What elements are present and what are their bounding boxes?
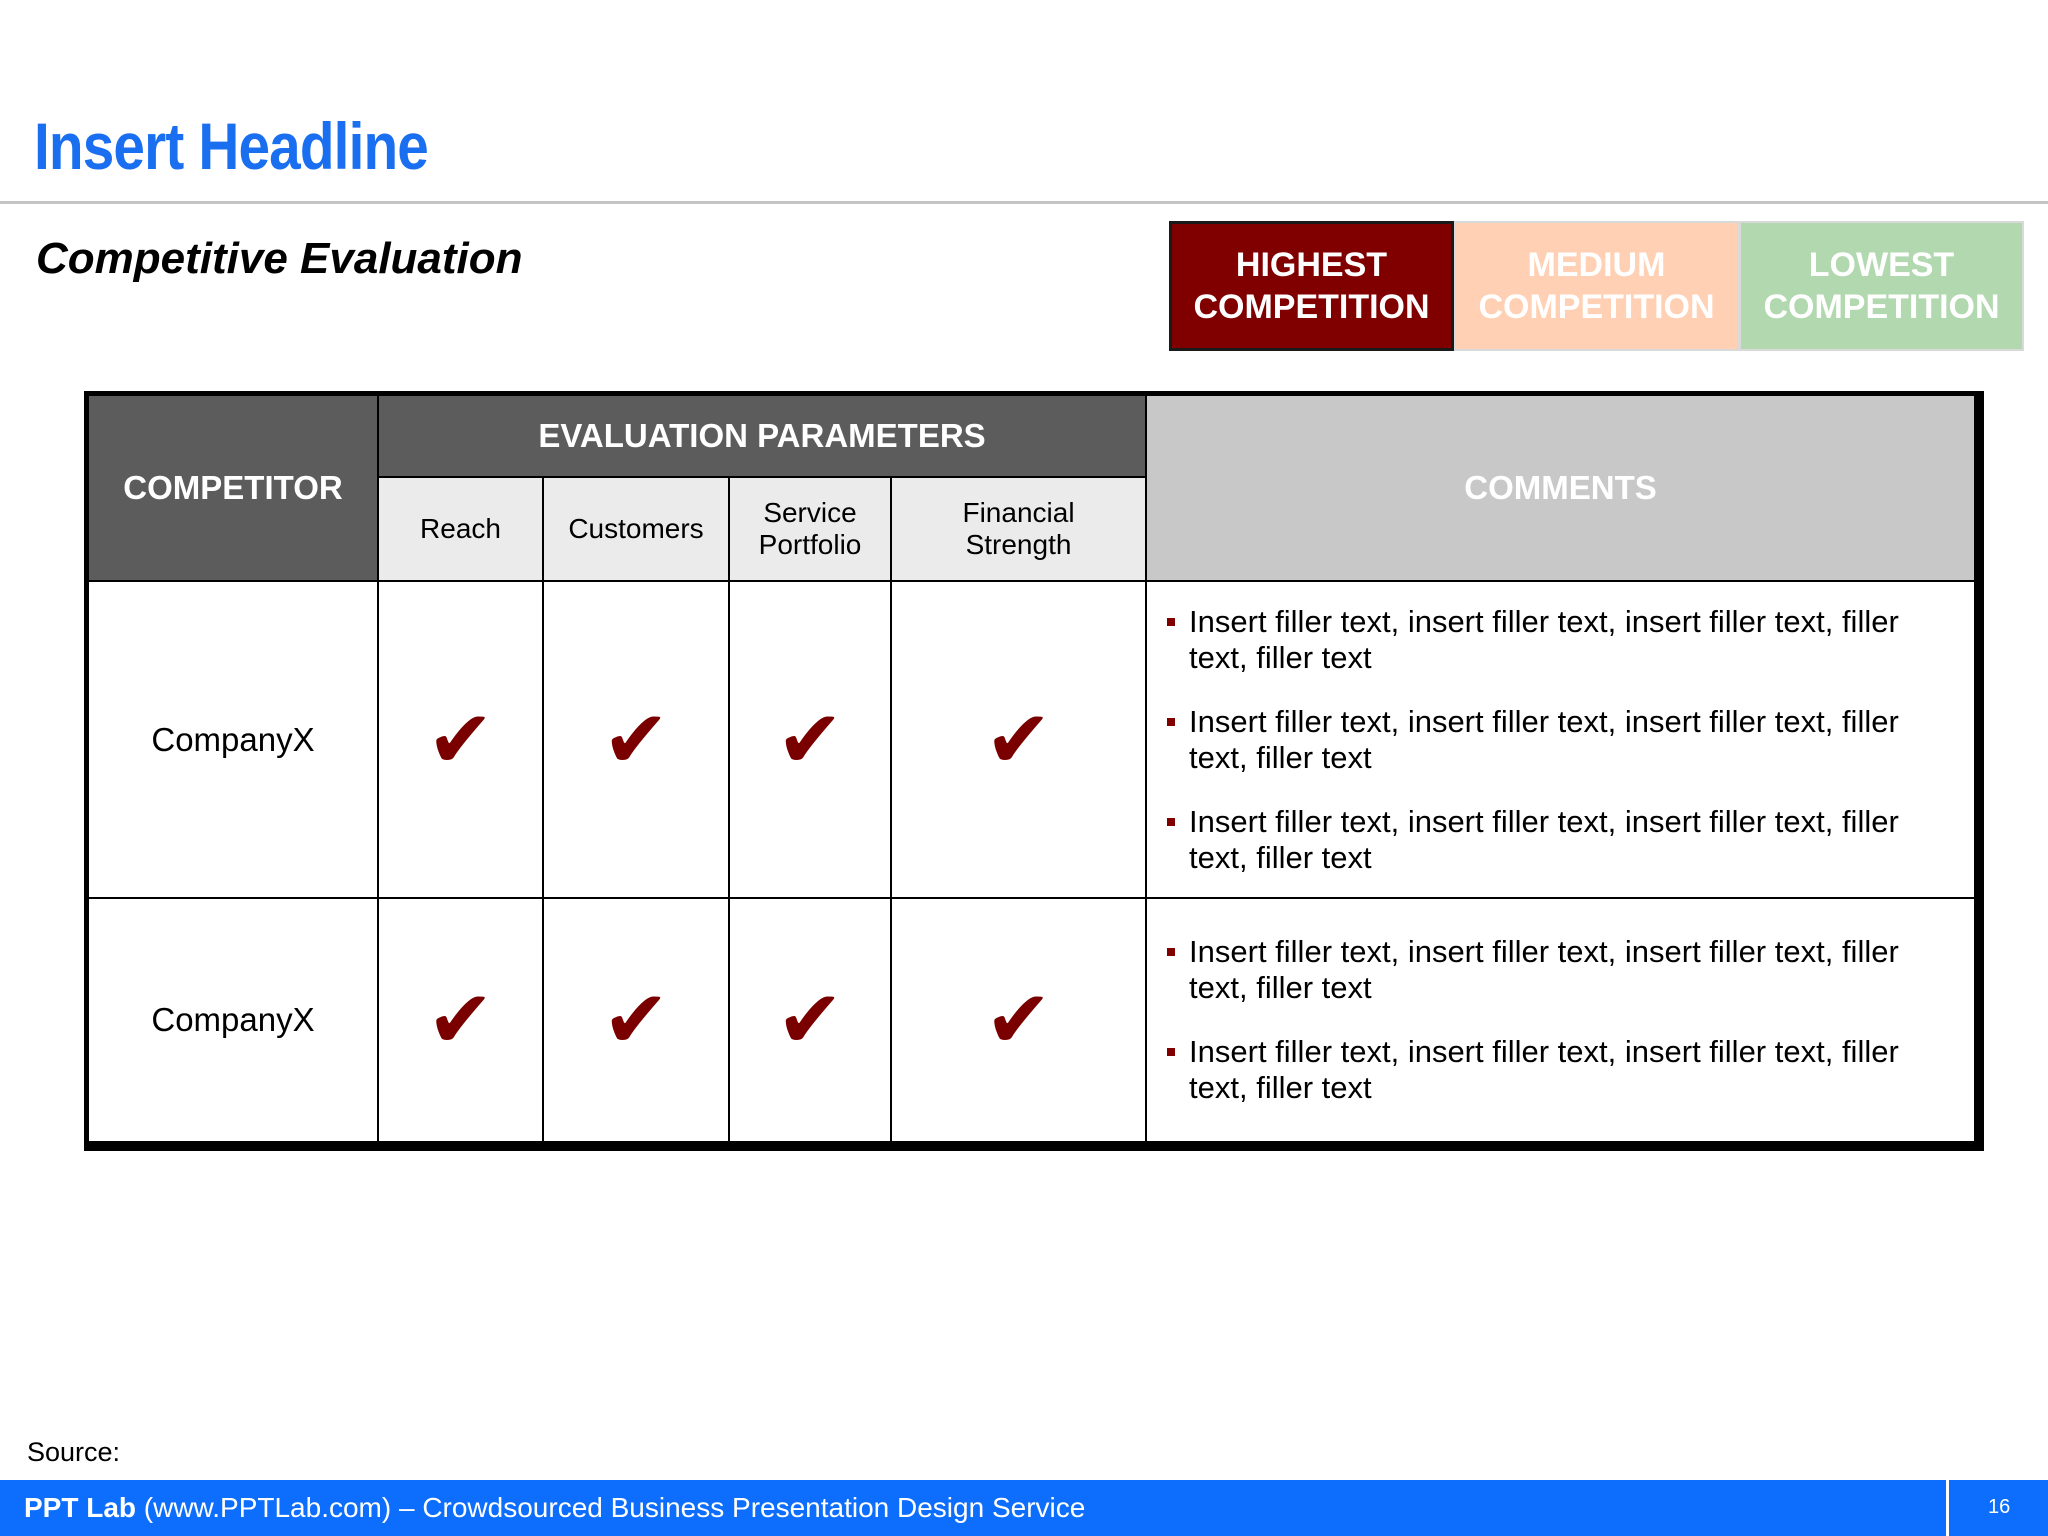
page-number: 16 <box>1988 1496 2011 1518</box>
comments-header: COMMENTS <box>1146 395 1975 581</box>
evaluation-parameters-header: EVALUATION PARAMETERS <box>378 395 1146 477</box>
comments-cell <box>1146 581 1975 898</box>
check-icon: ✔ <box>378 581 543 898</box>
headline-divider <box>0 201 2048 204</box>
table-row <box>88 581 1975 898</box>
comment-bullet: Insert filler text, insert filler text, insert filler text, filler text, filler text <box>1165 934 1944 1006</box>
check-icon: ✔ <box>543 581 729 898</box>
competitor-name: CompanyX <box>88 898 378 1142</box>
footer-brand: PPT Lab <box>24 1492 137 1523</box>
legend-lowest: LOWEST COMPETITION <box>1739 221 2024 351</box>
comment-bullet: Insert filler text, insert filler text, insert filler text, filler text, filler text <box>1165 704 1944 776</box>
param-reach: Reach <box>378 477 543 581</box>
check-icon: ✔ <box>891 898 1146 1142</box>
legend-medium: MEDIUM COMPETITION <box>1454 221 1739 351</box>
param-customers: Customers <box>543 477 729 581</box>
headline: Insert Headline <box>34 109 429 183</box>
comment-bullet: Insert filler text, insert filler text, insert filler text, filler text, filler text <box>1165 1034 1944 1106</box>
comments-cell <box>1146 898 1975 1142</box>
table-row <box>88 898 1975 1142</box>
source-label: Source: <box>27 1437 121 1467</box>
competitor-header: COMPETITOR <box>88 395 378 581</box>
subtitle: Competitive Evaluation <box>36 234 523 283</box>
comment-bullet: Insert filler text, insert filler text, insert filler text, filler text, filler text <box>1165 604 1944 676</box>
param-service-portfolio: Service Portfolio <box>729 477 891 581</box>
competition-legend <box>1169 221 2024 351</box>
check-icon: ✔ <box>729 898 891 1142</box>
competitor-name: CompanyX <box>88 581 378 898</box>
evaluation-table <box>84 391 1984 1151</box>
param-financial-strength: Financial Strength <box>891 477 1146 581</box>
legend-highest: HIGHEST COMPETITION <box>1169 221 1454 351</box>
footer-bar <box>0 1480 2048 1536</box>
footer-text <box>24 1492 1085 1524</box>
comment-bullet: Insert filler text, insert filler text, insert filler text, filler text, filler text <box>1165 804 1944 876</box>
footer-divider <box>1946 1480 1949 1536</box>
check-icon: ✔ <box>378 898 543 1142</box>
check-icon: ✔ <box>729 581 891 898</box>
check-icon: ✔ <box>543 898 729 1142</box>
check-icon: ✔ <box>891 581 1146 898</box>
footer-tagline: (www.PPTLab.com) – Crowdsourced Business Presentation Design Service <box>136 1492 1086 1523</box>
